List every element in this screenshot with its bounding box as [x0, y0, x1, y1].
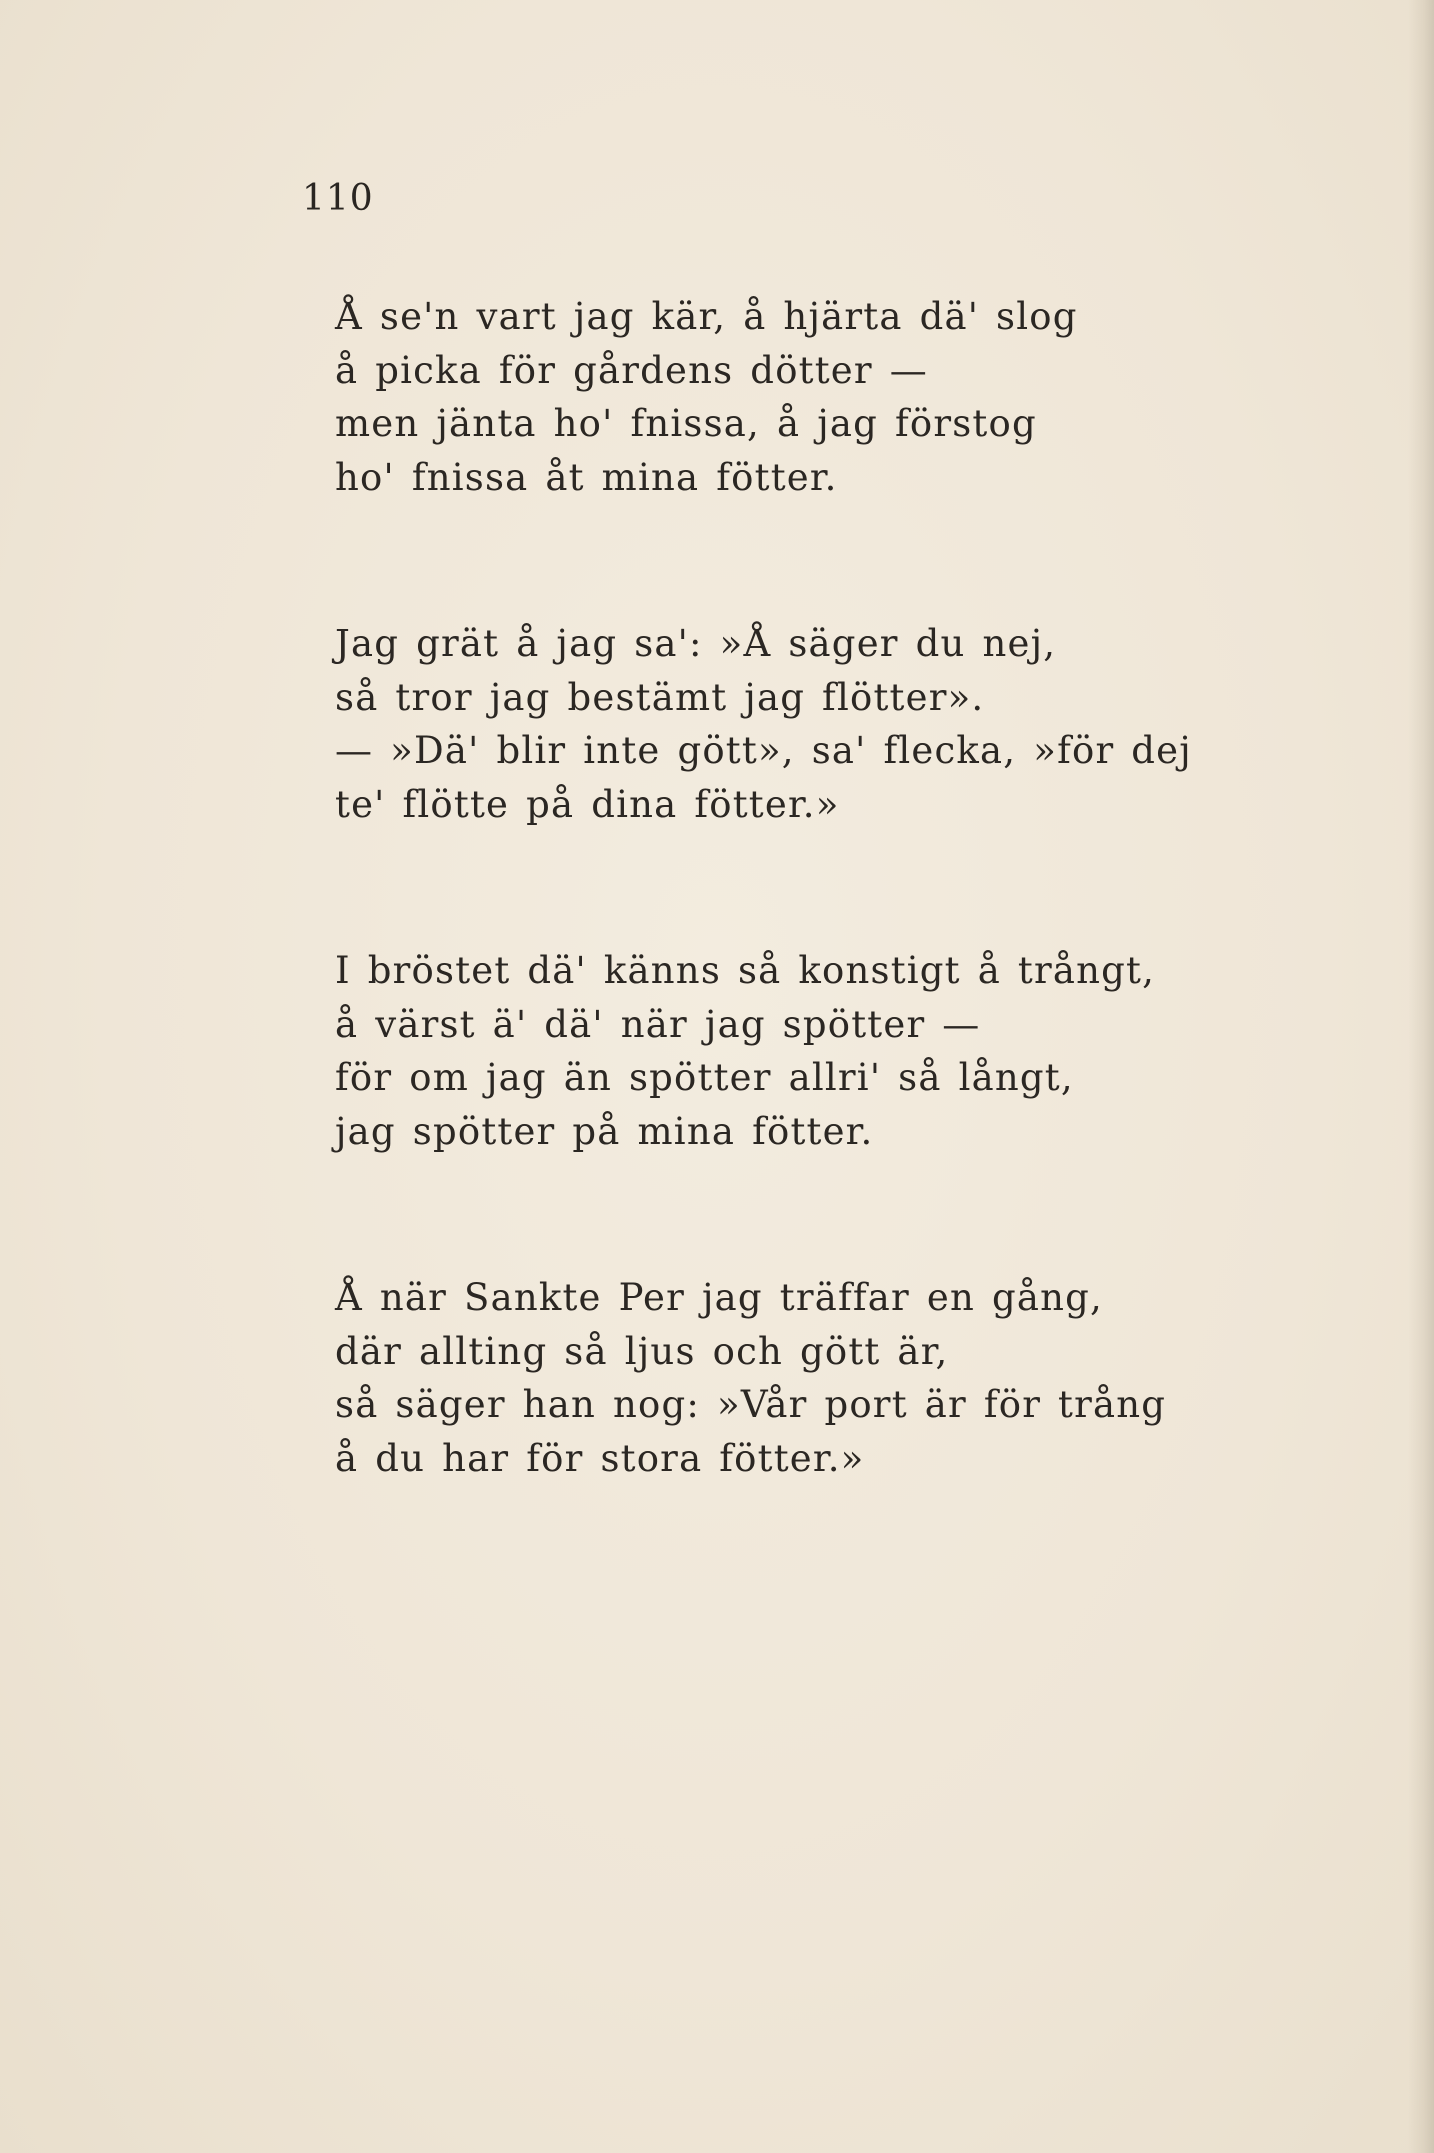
poem-line: I bröstet dä' känns så konstigt å trångt, [335, 949, 1156, 992]
page-number: 110 [302, 178, 374, 219]
poem-line: men jänta ho' fnissa, å jag förstog [335, 402, 1037, 445]
poem-line: för om jag än spötter allri' så långt, [335, 1056, 1074, 1099]
poem-line: Jag grät å jag sa': »Å säger du nej, [335, 622, 1057, 665]
page-edge-shadow [1408, 0, 1434, 2153]
stanza-2 [335, 617, 1235, 831]
stanza-1 [335, 290, 1235, 504]
poem-line: te' flötte på dina fötter.» [335, 782, 840, 826]
poem-line: där allting så ljus och gött är, [335, 1329, 949, 1373]
poem-line: jag spötter på mina fötter. [335, 1109, 874, 1153]
stanza-4 [335, 1271, 1235, 1485]
stanza-3 [335, 944, 1235, 1158]
poem-line: ho' fnissa åt mina fötter. [335, 455, 838, 499]
poem-line: å du har för stora fötter.» [335, 1436, 865, 1480]
poem-line: — »Dä' blir inte gött», sa' flecka, »för dej [335, 729, 1192, 772]
poem-line: å picka för gårdens dötter — [335, 348, 928, 392]
poem-line: Å när Sankte Per jag träffar en gång, [335, 1276, 1103, 1319]
poem [335, 290, 1235, 1598]
poem-line: Å se'n vart jag kär, å hjärta dä' slog [335, 295, 1078, 338]
poem-line: å värst ä' dä' när jag spötter — [335, 1002, 981, 1046]
poem-line: så säger han nog: »Vår port är för trång [335, 1383, 1167, 1426]
poem-line: så tror jag bestämt jag flötter». [335, 675, 985, 719]
